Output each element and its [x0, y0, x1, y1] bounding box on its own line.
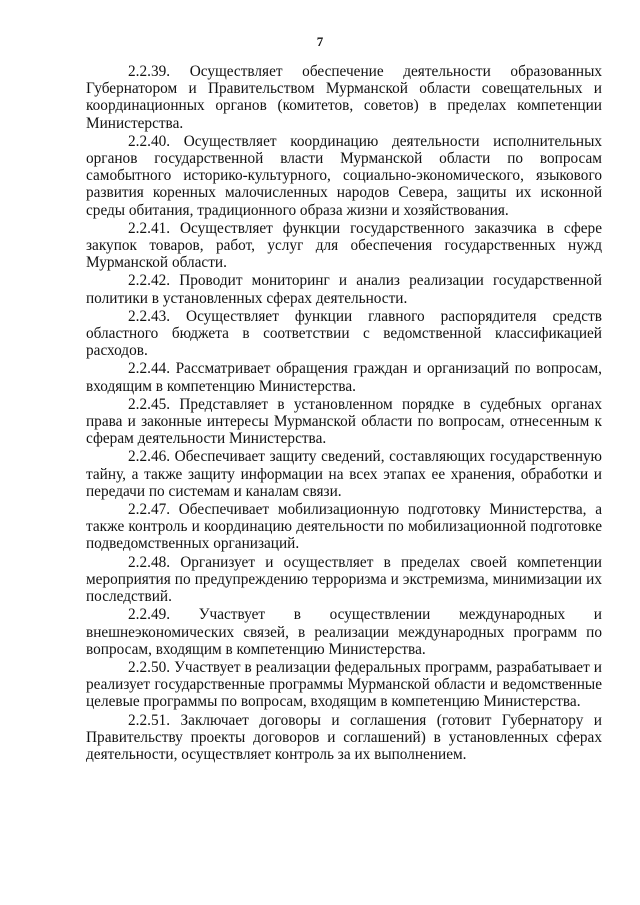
paragraph-2-2-49: 2.2.49. Участвует в осуществлении международных и внешнеэкономических связей, в реализации международных программ по вопросам, входящим в компетенцию Министерства.	[86, 606, 602, 658]
paragraph-2-2-42: 2.2.42. Проводит мониторинг и анализ реализации государственной политики в установленных сферах деятельности.	[86, 272, 602, 307]
paragraph-2-2-51: 2.2.51. Заключает договоры и соглашения (готовит Губернатору и Правительству проекты договоров и соглашений) в установленных сферах деятельности, осуществляет контроль за их выполнением.	[86, 711, 602, 763]
paragraph-2-2-45: 2.2.45. Представляет в установленном порядке в судебных органах права и законные интересы Мурманской области по вопросам, отнесенным к сферам деятельности Министерства.	[86, 395, 602, 448]
page-number: 7	[316, 34, 324, 49]
paragraph-2-2-43: 2.2.43. Осуществляет функции главного распорядителя средств областного бюджета в соответствии с ведомственной классификацией расходов.	[86, 307, 602, 360]
paragraph-2-2-41: 2.2.41. Осуществляет функции государственного заказчика в сфере закупок товаров, работ, услуг для обеспечения государственных нужд Мурманской области.	[86, 219, 602, 272]
paragraph-2-2-40: 2.2.40. Осуществляет координацию деятельности исполнительных органов государственной власти Мурманской области по вопросам самобытного историко-культурного, социально-экономического, языкового развития коренных малочисленных народов Севера, защиты их исконной среды обитания, традиционного образа жизни и хозяйствования.	[86, 132, 602, 219]
paragraph-2-2-46: 2.2.46. Обеспечивает защиту сведений, составляющих государственную тайну, а также защиту информации на всех этапах ее хранения, обработки и передачи по системам и каналам связи.	[86, 448, 602, 500]
paragraph-2-2-50: 2.2.50. Участвует в реализации федеральных программ, разрабатывает и реализует государственные программы Мурманской области и ведомственные целевые программы по вопросам, входящим в компетенцию Министерства.	[86, 658, 602, 711]
paragraph-2-2-39: 2.2.39. Осуществляет обеспечение деятельности образованных Губернатором и Правительством Мурманской области совещательных и координационных органов (комитетов, советов) в пределах компетенции Министерства.	[86, 63, 602, 132]
paragraph-2-2-48: 2.2.48. Организует и осуществляет в пределах своей компетенции мероприятия по предупреждению терроризма и экстремизма, минимизации их последствий.	[86, 553, 602, 606]
document-body	[86, 63, 602, 764]
paragraph-2-2-47: 2.2.47. Обеспечивает мобилизационную подготовку Министерства, а также контроль и координацию деятельности по мобилизационной подготовке подведомственных организаций.	[86, 501, 602, 553]
paragraph-2-2-44: 2.2.44. Рассматривает обращения граждан и организаций по вопросам, входящим в компетенцию Министерства.	[86, 360, 602, 395]
